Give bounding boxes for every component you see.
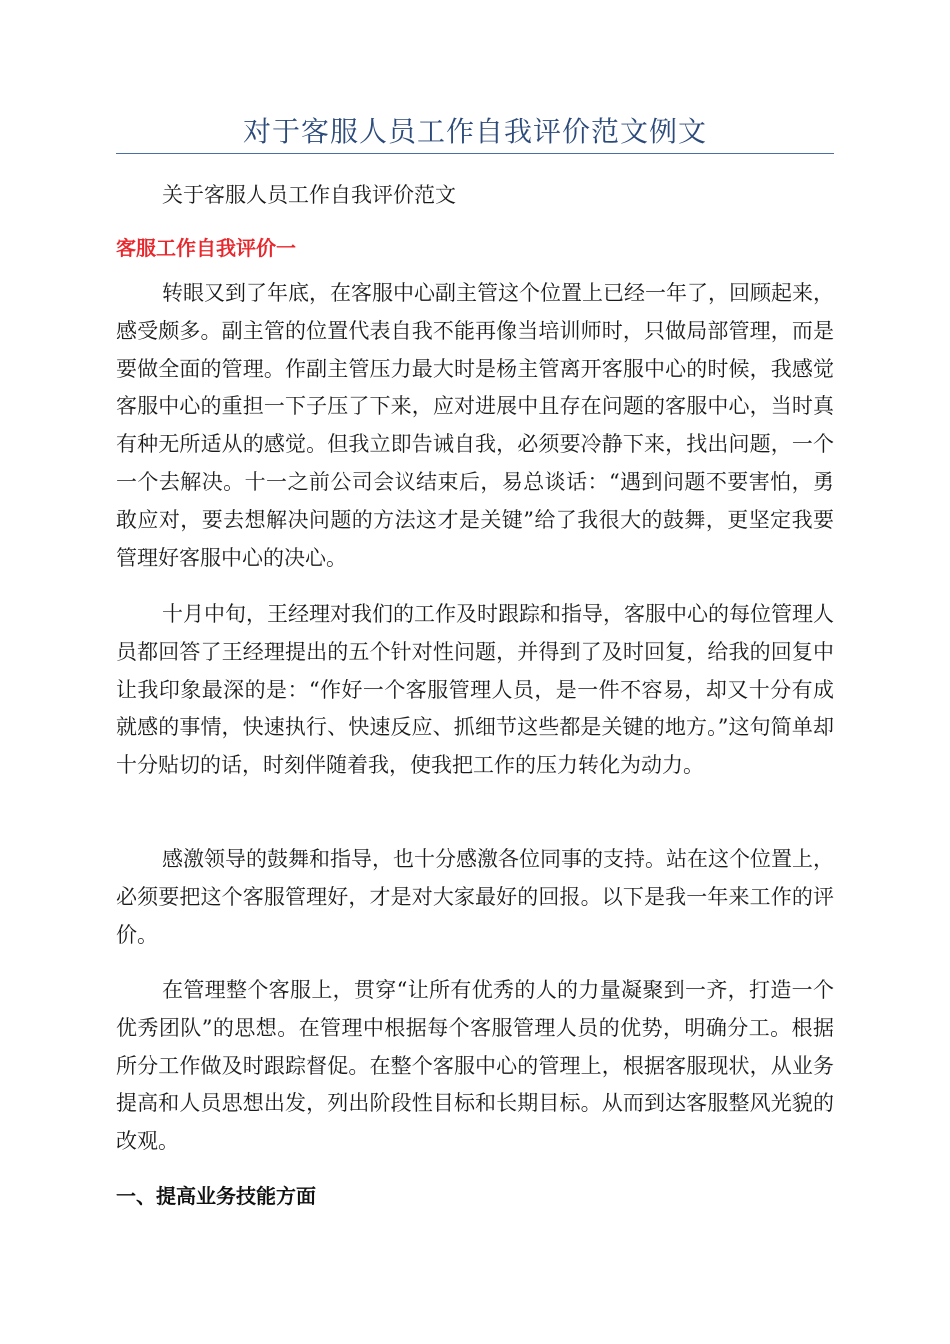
document-title: 对于客服人员工作自我评价范文例文	[242, 115, 707, 148]
body-paragraph-2: 十月中旬，王经理对我们的工作及时跟踪和指导，客服中心的每位管理人员都回答了王经理提出的五个针对性问题，并得到了及时回复，给我的回复中让我印象最深的是：“作好一个客服管理人员，是一件不容易，却又十分有成就感的事情，快速执行、快速反应、抓细节这些都是关键的地方。”这句简单却十分贴切的话，时刻伴随着我，使我把工作的压力转化为动力。	[116, 602, 834, 778]
section-heading: 客服工作自我评价一	[116, 236, 296, 260]
body-paragraph-1: 转眼又到了年底，在客服中心副主管这个位置上已经一年了，回顾起来，感受颇多。副主管的位置代表自我不能再像当培训师时，只做局部管理，而是要做全面的管理。作副主管压力最大时是杨主管离开客服中心的时候，我感觉客服中心的重担一下子压了下来，应对进展中且存在问题的客服中心，当时真有种无所适从的感觉。但我立即告诫自我，必须要冷静下来，找出问题，一个一个去解决。十一之前公司会议结束后，易总谈话：“遇到问题不要害怕，勇敢应对，要去想解决问题的方法这才是关键”给了我很大的鼓舞，更坚定我要管理好客服中心的决心。	[116, 281, 834, 570]
subsection-heading: 一、提高业务技能方面	[116, 1184, 316, 1208]
document-subtitle: 关于客服人员工作自我评价范文	[162, 183, 456, 207]
title-underline	[116, 153, 834, 154]
body-paragraph-3: 感激领导的鼓舞和指导，也十分感激各位同事的支持。站在这个位置上，必须要把这个客服管理好，才是对大家最好的回报。以下是我一年来工作的评价。	[116, 847, 834, 947]
body-paragraph-4: 在管理整个客服上，贯穿“让所有优秀的人的力量凝聚到一齐，打造一个优秀团队”的思想。在管理中根据每个客服管理人员的优势，明确分工。根据所分工作做及时跟踪督促。在整个客服中心的管理上，根据客服现状，从业务提高和人员思想出发，列出阶段性目标和长期目标。从而到达客服整风光貌的改观。	[116, 978, 834, 1154]
